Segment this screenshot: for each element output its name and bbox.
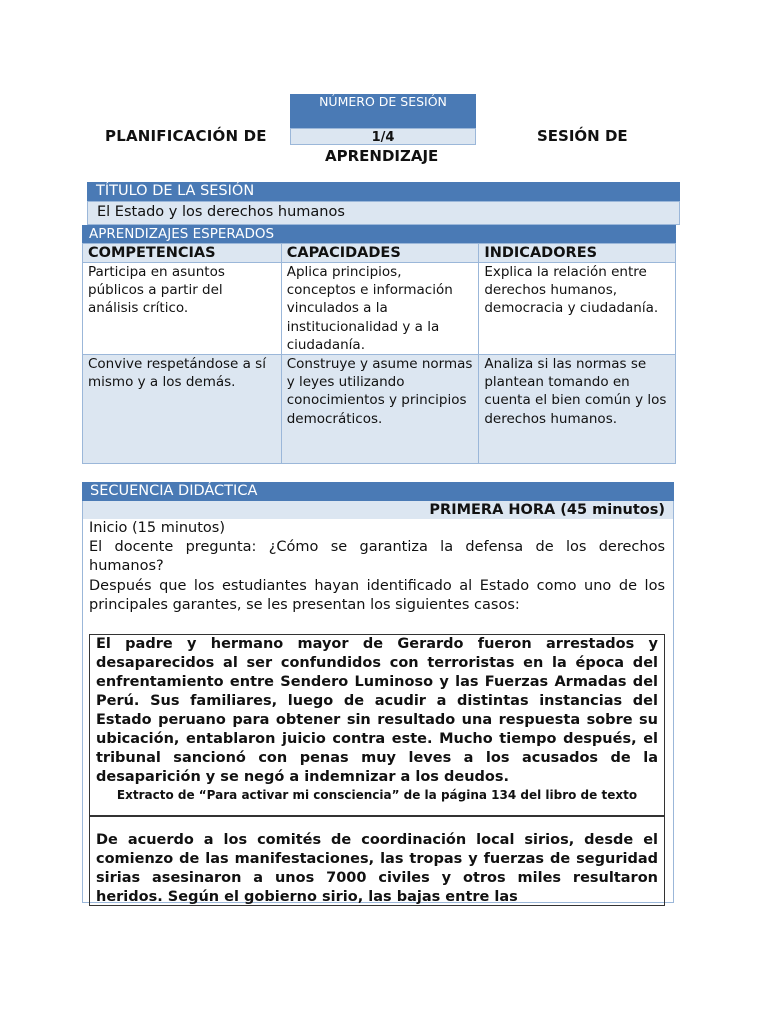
table-cell: Participa en asuntos públicos a partir del análisis crítico.: [83, 263, 282, 355]
table-cell: Explica la relación entre derechos humanos, democracia y ciudadanía.: [479, 263, 676, 355]
case-box-1: [89, 634, 665, 816]
cases-intro: Después que los estudiantes hayan identificado al Estado como uno de los principales garantes, se les presentan los siguientes casos:: [89, 577, 665, 613]
first-hour-label: PRIMERA HORA (45 minutos): [83, 501, 673, 519]
table-cell: Analiza si las normas se plantean tomando en cuenta el bien común y los derechos humanos.: [479, 355, 676, 464]
expected-learning-label: APRENDIZAJES ESPERADOS: [82, 225, 676, 243]
table-row: [83, 263, 676, 355]
teaching-sequence-label: SECUENCIA DIDÁCTICA: [82, 482, 674, 501]
case-text-1: El padre y hermano mayor de Gerardo fueron arrestados y desaparecidos al ser confundidos con terroristas en la época del enfrentamiento entre Sendero Luminoso y las Fuerzas Armadas del Perú. Sus familiares, luego de acudir a distintas instancias del Estado peruano para obtener sin resultado una respuesta sobre su ubicación, entablaron juicio contra este. Mucho tiempo después, el tribunal sancionó con penas muy leves a los acusados de la desaparición y se negó a indemnizar a los deudos.: [96, 636, 658, 785]
teacher-question: El docente pregunta: ¿Cómo se garantiza la defensa de los derechos humanos?: [89, 539, 665, 575]
header-title-right: SESIÓN DE: [537, 127, 628, 145]
session-number-value: 1/4: [290, 128, 476, 145]
inicio-heading: Inicio (15 minutos): [89, 520, 225, 536]
case-box-2: [89, 816, 665, 906]
table-header-row: [83, 244, 676, 263]
session-title-label: TÍTULO DE LA SESIÓN: [87, 182, 680, 201]
expected-learning-table: [82, 243, 676, 464]
table-cell: Convive respetándose a sí mismo y a los demás.: [83, 355, 282, 464]
table-row: [83, 355, 676, 464]
table-cell: Aplica principios, conceptos e información vinculados a la institucionalidad y a la ciudadanía.: [281, 263, 479, 355]
session-number-label: NÚMERO DE SESIÓN: [290, 94, 476, 128]
case-source-1: Extracto de “Para activar mi consciencia” de la página 134 del libro de texto: [116, 788, 638, 802]
column-header-competencias: COMPETENCIAS: [83, 244, 282, 263]
sequence-body: [89, 519, 665, 615]
column-header-indicadores: INDICADORES: [479, 244, 676, 263]
column-header-capacidades: CAPACIDADES: [281, 244, 479, 263]
table-cell: Construye y asume normas y leyes utilizando conocimientos y principios democráticos.: [281, 355, 479, 464]
case-text-2: De acuerdo a los comités de coordinación local sirios, desde el comienzo de las manifestaciones, las tropas y fuerzas de seguridad sirias asesinaron a unos 7000 civiles y otros miles resultaron heridos. Según el gobierno sirio, las bajas entre las: [96, 832, 658, 905]
header-title-left: PLANIFICACIÓN DE: [105, 127, 267, 145]
header-title-bottom: APRENDIZAJE: [325, 147, 439, 165]
session-title-value: El Estado y los derechos humanos: [87, 201, 680, 225]
